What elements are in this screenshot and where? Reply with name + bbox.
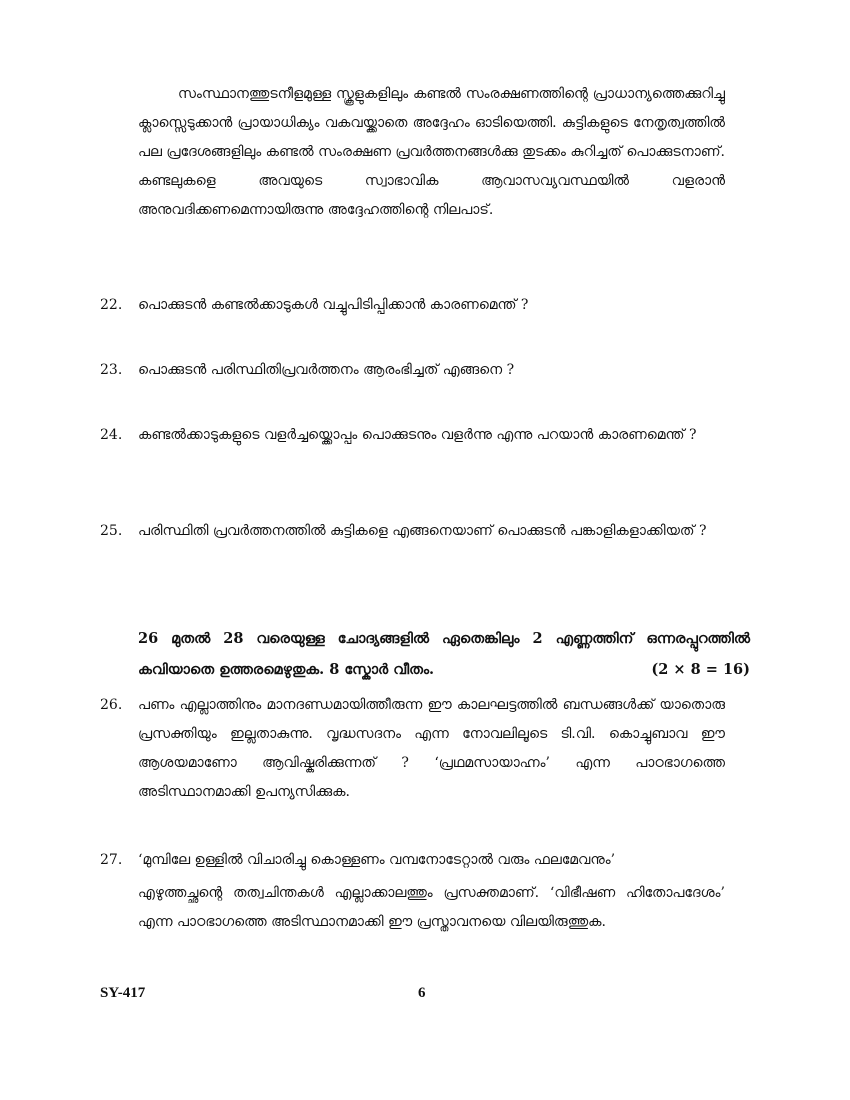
page-number: 6	[418, 985, 426, 1001]
exam-code: SY-417	[100, 985, 146, 1001]
question-number: 25.	[100, 523, 123, 539]
question-number: 22.	[100, 297, 123, 313]
question-text: പൊക്കുടൻ പരിസ്ഥിതിപ്രവർത്തനം ആരംഭിച്ചത് എങ്ങനെ ?	[138, 362, 515, 378]
question-number: 27.	[100, 852, 123, 868]
question-27-text: എഴുത്തച്ഛന്റെ തത്വചിന്തകൾ എല്ലാക്കാലത്തും പ്രസക്തമാണ്. ‘വിഭീഷണ ഹിതോപദേശം’ എന്ന പാഠഭാഗത്തെ അടിസ്ഥാനമാക്കി ഈ പ്രസ്താവനയെ വിലയിരുത്തുക.	[138, 885, 725, 930]
question-text: പൊക്കുടൻ കണ്ടൽക്കാടുകൾ വച്ചുപിടിപ്പിക്കാൻ കാരണമെന്ത് ?	[138, 297, 529, 313]
question-number: 26.	[100, 697, 123, 713]
question-22	[100, 291, 725, 320]
question-quote: ‘മുമ്പിലേ ഉള്ളിൽ വിചാരിച്ചു കൊള്ളണം വമ്പനോടേറ്റാൽ വരും ഫലമേവനും’	[138, 852, 616, 868]
instruction-text: 26 മുതൽ 28 വരെയുള്ള ചോദ്യങ്ങളിൽ ഏതെങ്കിലും 2 എണ്ണത്തിന് ഒന്നരപ്പുറത്തിൽ കവിയാതെ ഉത്തരമെഴുതുക. 8 സ്കോർ വീതം.	[138, 630, 750, 678]
question-text: കണ്ടൽക്കാടുകളുടെ വളർച്ചയ്ക്കൊപ്പം പൊക്കുടനും വളർന്നു എന്നു പറയാൻ കാരണമെന്ത് ?	[138, 427, 697, 443]
question-26	[100, 691, 725, 807]
marks-allocation: (2 × 8 = 16)	[651, 661, 750, 678]
question-27	[100, 846, 725, 875]
question-25	[100, 517, 725, 546]
question-text: പണം എല്ലാത്തിനും മാനദണ്ഡമായിത്തീരുന്ന ഈ കാലഘട്ടത്തിൽ ബന്ധങ്ങൾക്ക് യാതൊരു പ്രസക്തിയും ഇല്ലതാകുന്നു. വൃദ്ധസദനം എന്ന നോവലിലൂടെ ടി.വി. കൊച്ചുബാവ ഈ ആശയമാണോ ആവിഷ്കരിക്കുന്നത് ? ‘പ്രഥമസായാഹ്നം’ എന്ന പാഠഭാഗത്തെ അടിസ്ഥാനമാക്കി ഉപന്യസിക്കുക.	[138, 697, 725, 800]
passage-paragraph: സംസ്ഥാനത്തുടനീളമുള്ള സ്കൂളുകളിലും കണ്ടൽ സംരക്ഷണത്തിന്റെ പ്രാധാന്യത്തെക്കുറിച്ചു ക്ലാസ്സെടുക്കാൻ പ്രായാധിക്യം വകവയ്ക്കാതെ അദ്ദേഹം ഓടിയെത്തി. കുട്ടികളുടെ നേതൃത്വത്തിൽ പല പ്രദേശങ്ങളിലും കണ്ടൽ സംരക്ഷണ പ്രവർത്തനങ്ങൾക്കു തുടക്കം കുറിച്ചത് പൊക്കുടനാണ്. കണ്ടലുകളെ അവയുടെ സ്വാഭാവിക ആവാസവ്യവസ്ഥയിൽ വളരാൻ അനുവദിക്കണമെന്നായിരുന്നു അദ്ദേഹത്തിന്റെ നിലപാട്.	[138, 86, 725, 218]
question-number: 24.	[100, 427, 123, 443]
question-23	[100, 356, 725, 385]
question-number: 23.	[100, 362, 123, 378]
question-24	[100, 421, 725, 450]
section-instruction	[138, 623, 750, 685]
question-text: പരിസ്ഥിതി പ്രവർത്തനത്തിൽ കുട്ടികളെ എങ്ങനെയാണ് പൊക്കുടൻ പങ്കാളികളാക്കിയത് ?	[138, 523, 707, 539]
